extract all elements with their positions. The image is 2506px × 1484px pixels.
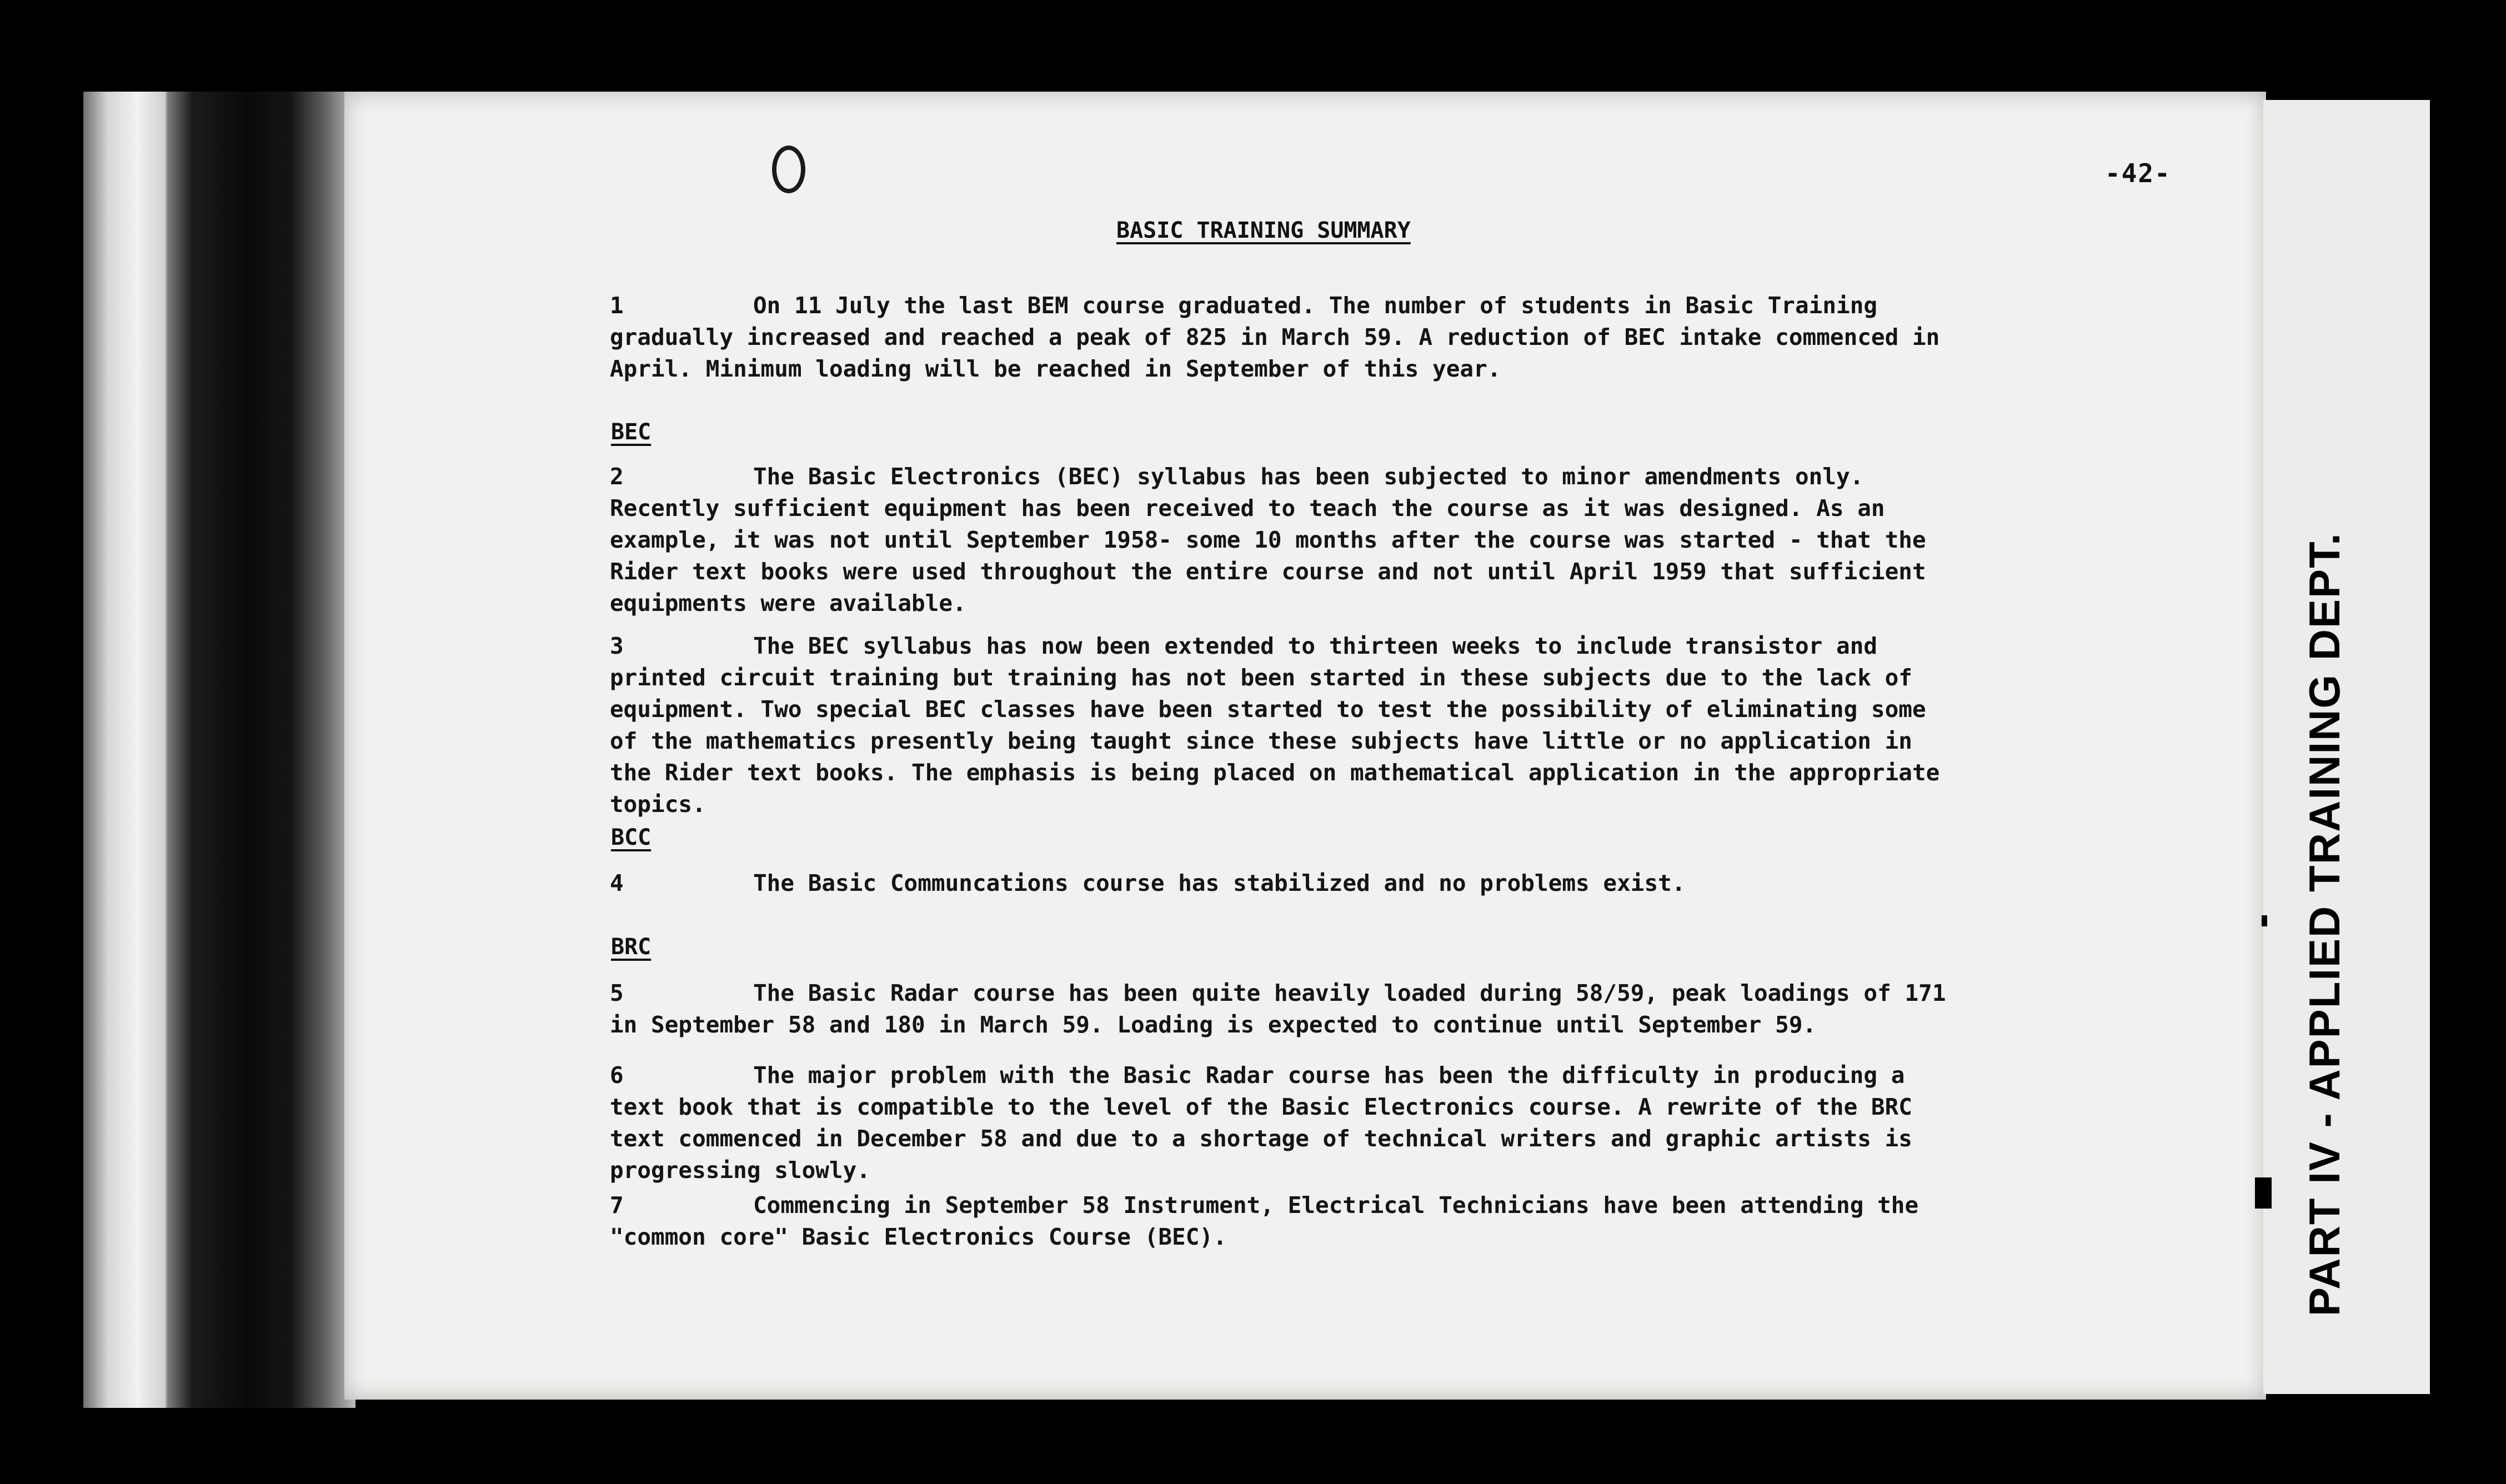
paragraph-2 — [610, 461, 1965, 619]
section-heading-bec: BEC — [611, 419, 651, 445]
side-tab-label: PART IV - APPLIED TRAINING DEPT. — [2300, 532, 2349, 1316]
page-number: -42- — [2105, 158, 2171, 188]
paragraph-number: 6 — [610, 1062, 624, 1089]
paragraph-4 — [610, 868, 1965, 899]
paragraph-number: 3 — [610, 633, 624, 659]
binding-edge — [83, 92, 355, 1408]
paragraph-text: The Basic Electronics (BEC) syllabus has been subjected to minor amendments only. Recently sufficient equipment has been received to teach the course as it was designed. As an example, it was not until September 1958- some 10 months after the course was started - that the Rider text books were used throughout the entire course and not until April 1959 that sufficient equipments were available. — [610, 463, 1926, 616]
paragraph-number: 7 — [610, 1192, 624, 1219]
paragraph-7 — [610, 1190, 1965, 1253]
paragraph-1 — [610, 290, 1965, 385]
paragraph-text: The BEC syllabus has now been extended to thirteen weeks to include transistor and printed circuit training but training has not been started in these subjects due to the lack of equipment. Two special BEC classes have been started to test the possibility of eliminating some of the mathematics presently being taught since these subjects have little or no application in the Rider text books. The emphasis is being placed on mathematical application in the appropriate topics. — [610, 633, 1940, 818]
paragraph-number: 1 — [610, 292, 624, 319]
registration-mark — [2255, 1177, 2272, 1209]
paragraph-number: 2 — [610, 463, 624, 490]
paragraph-3 — [610, 630, 1965, 820]
paragraph-text: The major problem with the Basic Radar course has been the difficulty in producing a text book that is compatible to the level of the Basic Electronics course. A rewrite of the BRC text commenced in December 58 and due to a shortage of technical writers and graphic artists is progressing slowly. — [610, 1062, 1912, 1184]
paragraph-number: 5 — [610, 980, 624, 1006]
paragraph-text: The Basic Radar course has been quite heavily loaded during 58/59, peak loadings of 171 in September 58 and 180 in March 59. Loading is expected to continue until September 59. — [610, 980, 1946, 1038]
paragraph-6 — [610, 1060, 1965, 1186]
paragraph-number: 4 — [610, 870, 624, 896]
paragraph-text: Commencing in September 58 Instrument, Electrical Technicians have been attending the "common core" Basic Electronics Course (BEC). — [610, 1192, 1919, 1250]
paragraph-text: The Basic Communcations course has stabilized and no problems exist. — [753, 870, 1686, 896]
section-heading-brc: BRC — [611, 934, 651, 960]
page-title: BASIC TRAINING SUMMARY — [1116, 218, 1411, 243]
registration-mark — [2262, 915, 2267, 926]
paragraph-text: On 11 July the last BEM course graduated. The number of students in Basic Training gradually increased and reached a peak of 825 in March 59. A reduction of BEC intake commenced in April. Minimum loading will be reached in September of this year. — [610, 292, 1940, 382]
punch-hole — [772, 146, 805, 193]
paragraph-5 — [610, 977, 1965, 1041]
section-heading-bcc: BCC — [611, 825, 651, 850]
